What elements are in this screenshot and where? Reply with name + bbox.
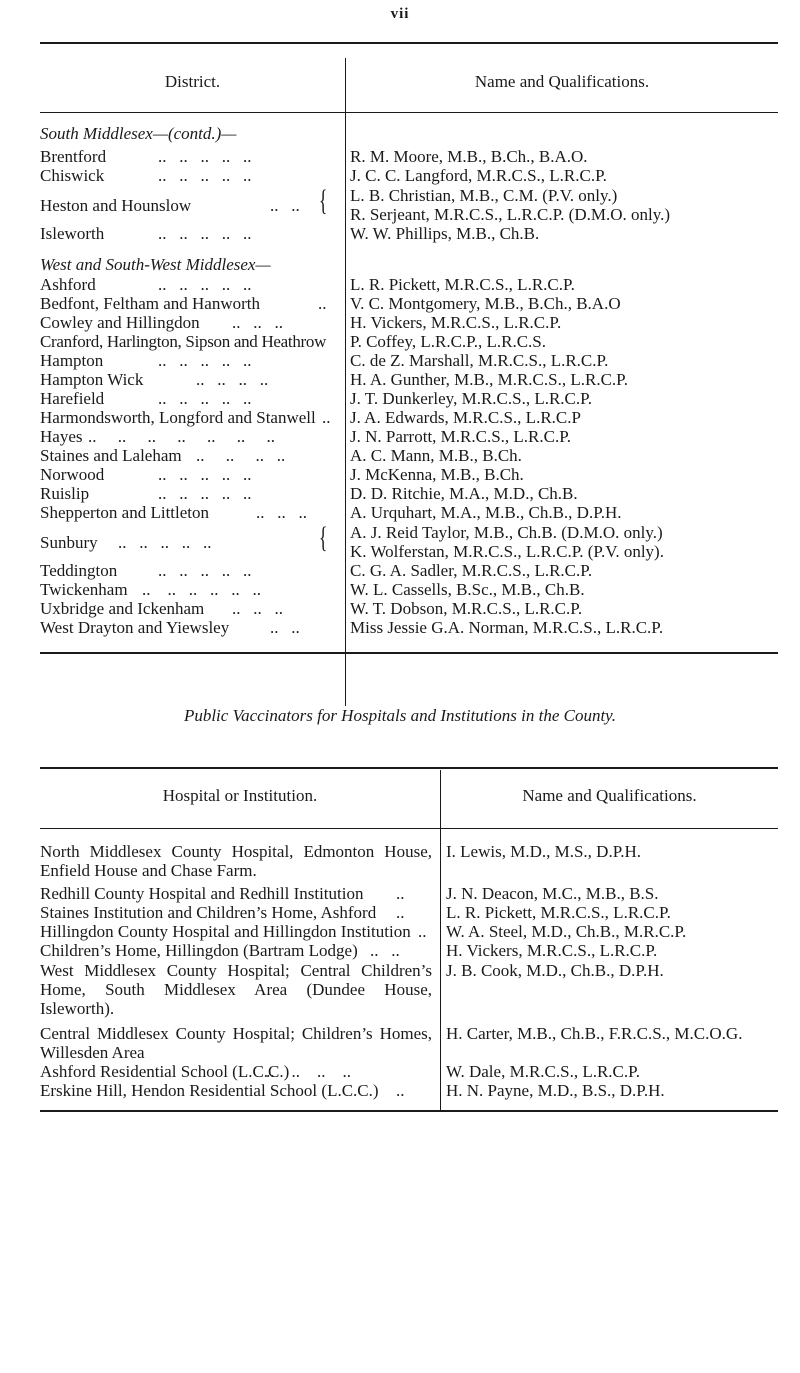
- leader-dots: .. .. .. .. ..: [118, 533, 212, 552]
- name-hampton: C. de Z. Marshall, M.R.C.S., L.R.C.P.: [350, 351, 609, 370]
- table2-header-hospital: Hospital or Institution.: [162, 786, 318, 805]
- district-harefield: Harefield: [40, 389, 105, 408]
- leader-dots: .. .. .. ..: [196, 370, 269, 389]
- name-staines-institution: L. R. Pickett, M.R.C.S., L.R.C.P.: [446, 903, 671, 922]
- table2-header-rule: [40, 828, 778, 829]
- district-bedfont: Bedfont, Feltham and Hanworth: [40, 294, 261, 313]
- brace-heston-hounslow: {: [318, 184, 328, 217]
- name-bedfont: V. C. Montgomery, M.B., B.Ch., B.A.O: [350, 294, 621, 313]
- district-teddington: Teddington: [40, 561, 118, 580]
- hospital-bartram-lodge: Children’s Home, Hillingdon (Bartram Lodge): [40, 941, 358, 960]
- name-harefield: J. T. Dunkerley, M.R.C.S., L.R.C.P.: [350, 389, 592, 408]
- hospital-hillingdon: Hillingdon County Hospital and Hillingdon Institution: [40, 922, 411, 941]
- table1-column-divider: [345, 58, 346, 706]
- name-ashford: L. R. Pickett, M.R.C.S., L.R.C.P.: [350, 275, 575, 294]
- hospital-redhill: Redhill County Hospital and Redhill Institution: [40, 884, 364, 903]
- leader-dots: .. .. .. .. ..: [158, 147, 252, 166]
- table2-top-rule: [40, 767, 778, 769]
- name-isleworth: W. W. Phillips, M.B., Ch.B.: [350, 224, 540, 243]
- leader-dots: .. .. .. ..: [266, 1062, 351, 1081]
- leader-dots: .. .. .. .. .. .. ..: [88, 427, 275, 446]
- name-sunbury-2: K. Wolferstan, M.R.C.S., L.R.C.P. (P.V. only).: [350, 542, 664, 561]
- name-ruislip: D. D. Ritchie, M.A., M.D., Ch.B.: [350, 484, 578, 503]
- leader-dots: .. ..: [270, 196, 300, 215]
- name-central-middlesex: H. Carter, M.B., Ch.B., F.R.C.S., M.C.O.G.: [446, 1024, 743, 1043]
- table1-bottom-rule: [40, 652, 778, 654]
- leader-dots: .. .. ..: [232, 313, 283, 332]
- leader-dots: ..: [418, 922, 427, 941]
- hospital-erskine-hill: Erskine Hill, Hendon Residential School (L.C.C.): [40, 1081, 379, 1100]
- district-uxbridge: Uxbridge and Ickenham: [40, 599, 205, 618]
- page-number: vii: [390, 6, 410, 22]
- district-twickenham: Twickenham: [40, 580, 128, 599]
- leader-dots: .. .. .. .. ..: [158, 561, 252, 580]
- table2-title: Public Vaccinators for Hospitals and Institutions in the County.: [183, 706, 617, 725]
- table2-column-divider: [440, 770, 441, 1112]
- name-heston-hounslow-1: L. B. Christian, M.B., C.M. (P.V. only.): [350, 186, 618, 205]
- district-harmondsworth: Harmondsworth, Longford and Stanwell: [40, 408, 316, 427]
- name-brentford: R. M. Moore, M.B., B.Ch., B.A.O.: [350, 147, 588, 166]
- leader-dots: .. .. .. .. ..: [158, 465, 252, 484]
- table1-header-rule: [40, 112, 778, 113]
- district-heston-hounslow: Heston and Hounslow: [40, 196, 192, 215]
- leader-dots: .. .. .. .. ..: [158, 275, 252, 294]
- leader-dots: ..: [318, 294, 327, 313]
- district-ashford: Ashford: [40, 275, 96, 294]
- district-norwood: Norwood: [40, 465, 105, 484]
- name-west-middlesex: J. B. Cook, M.D., Ch.B., D.P.H.: [446, 961, 664, 980]
- hospital-west-middlesex: West Middlesex County Hospital; Central Children’s Home, South Middlesex Area (Dundee House, Isleworth).: [40, 961, 432, 1018]
- leader-dots: .. .. .. .. ..: [158, 351, 252, 370]
- table2-bottom-rule: [40, 1110, 778, 1112]
- district-shepperton: Shepperton and Littleton: [40, 503, 210, 522]
- leader-dots: .. ..: [370, 941, 400, 960]
- district-hampton-wick: Hampton Wick: [40, 370, 144, 389]
- name-staines: A. C. Mann, M.B., B.Ch.: [350, 446, 522, 465]
- district-hayes: Hayes: [40, 427, 83, 446]
- leader-dots: .. .. .. ..: [196, 446, 286, 465]
- name-chiswick: J. C. C. Langford, M.R.C.S., L.R.C.P.: [350, 166, 607, 185]
- name-west-drayton: Miss Jessie G.A. Norman, M.R.C.S., L.R.C.P.: [350, 618, 664, 637]
- name-hayes: J. N. Parrott, M.R.C.S., L.R.C.P.: [350, 427, 572, 446]
- name-ashford-school: W. Dale, M.R.C.S., L.R.C.P.: [446, 1062, 640, 1081]
- table1-header-district: District.: [164, 72, 221, 91]
- name-cowley: H. Vickers, M.R.C.S., L.R.C.P.: [350, 313, 562, 332]
- district-hampton: Hampton: [40, 351, 104, 370]
- section-title-west-middlesex: West and South-West Middlesex—: [40, 255, 271, 274]
- leader-dots: .. .. .. .. .. ..: [142, 580, 261, 599]
- leader-dots: ..: [322, 408, 331, 427]
- district-staines: Staines and Laleham: [40, 446, 182, 465]
- brace-sunbury: {: [318, 521, 328, 554]
- name-north-middlesex: I. Lewis, M.D., M.S., D.P.H.: [446, 842, 642, 861]
- name-bartram-lodge: H. Vickers, M.R.C.S., L.R.C.P.: [446, 941, 658, 960]
- name-hillingdon: W. A. Steel, M.D., Ch.B., M.R.C.P.: [446, 922, 687, 941]
- leader-dots: ..: [396, 884, 405, 903]
- hospital-central-middlesex: Central Middlesex County Hospital; Children’s Homes, Willesden Area: [40, 1024, 432, 1062]
- name-norwood: J. McKenna, M.B., B.Ch.: [350, 465, 524, 484]
- name-shepperton: A. Urquhart, M.A., M.B., Ch.B., D.P.H.: [350, 503, 622, 522]
- leader-dots: .. .. .. .. ..: [158, 389, 252, 408]
- name-sunbury-1: A. J. Reid Taylor, M.B., Ch.B. (D.M.O. only.): [350, 523, 663, 542]
- district-chiswick: Chiswick: [40, 166, 105, 185]
- leader-dots: .. .. ..: [232, 599, 283, 618]
- section-title-south-middlesex: South Middlesex—(contd.)—: [40, 124, 237, 143]
- district-cowley: Cowley and Hillingdon: [40, 313, 200, 332]
- leader-dots: .. ..: [270, 618, 300, 637]
- district-isleworth: Isleworth: [40, 224, 105, 243]
- district-brentford: Brentford: [40, 147, 107, 166]
- name-hampton-wick: H. A. Gunther, M.B., M.R.C.S., L.R.C.P.: [350, 370, 628, 389]
- leader-dots: ..: [396, 903, 405, 922]
- table1-header-name: Name and Qualifications.: [474, 72, 650, 91]
- name-heston-hounslow-2: R. Serjeant, M.R.C.S., L.R.C.P. (D.M.O. only.): [350, 205, 671, 224]
- name-cranford: P. Coffey, L.R.C.P., L.R.C.S.: [350, 332, 547, 351]
- leader-dots: .. .. ..: [256, 503, 307, 522]
- name-erskine-hill: H. N. Payne, M.D., B.S., D.P.H.: [446, 1081, 665, 1100]
- district-ruislip: Ruislip: [40, 484, 90, 503]
- leader-dots: ..: [396, 1081, 405, 1100]
- name-redhill: J. N. Deacon, M.C., M.B., B.S.: [446, 884, 659, 903]
- table2-header-name: Name and Qualifications.: [522, 786, 697, 805]
- name-twickenham: W. L. Cassells, B.Sc., M.B., Ch.B.: [350, 580, 585, 599]
- leader-dots: .. .. .. .. ..: [158, 166, 252, 185]
- hospital-ashford-school: Ashford Residential School (L.C.C.): [40, 1062, 290, 1081]
- table1-top-rule: [40, 42, 778, 44]
- name-uxbridge: W. T. Dobson, M.R.C.S., L.R.C.P.: [350, 599, 583, 618]
- name-harmondsworth: J. A. Edwards, M.R.C.S., L.R.C.P: [350, 408, 581, 427]
- name-teddington: C. G. A. Sadler, M.R.C.S., L.R.C.P.: [350, 561, 593, 580]
- district-sunbury: Sunbury: [40, 533, 98, 552]
- leader-dots: .. .. .. .. ..: [158, 484, 252, 503]
- hospital-north-middlesex: North Middlesex County Hospital, Edmonton House, Enfield House and Chase Farm.: [40, 842, 432, 880]
- hospital-staines-institution: Staines Institution and Children’s Home, Ashford: [40, 903, 377, 922]
- district-cranford: Cranford, Harlington, Sipson and Heathrow: [40, 332, 327, 351]
- leader-dots: .. .. .. .. ..: [158, 224, 252, 243]
- district-west-drayton: West Drayton and Yiewsley: [40, 618, 230, 637]
